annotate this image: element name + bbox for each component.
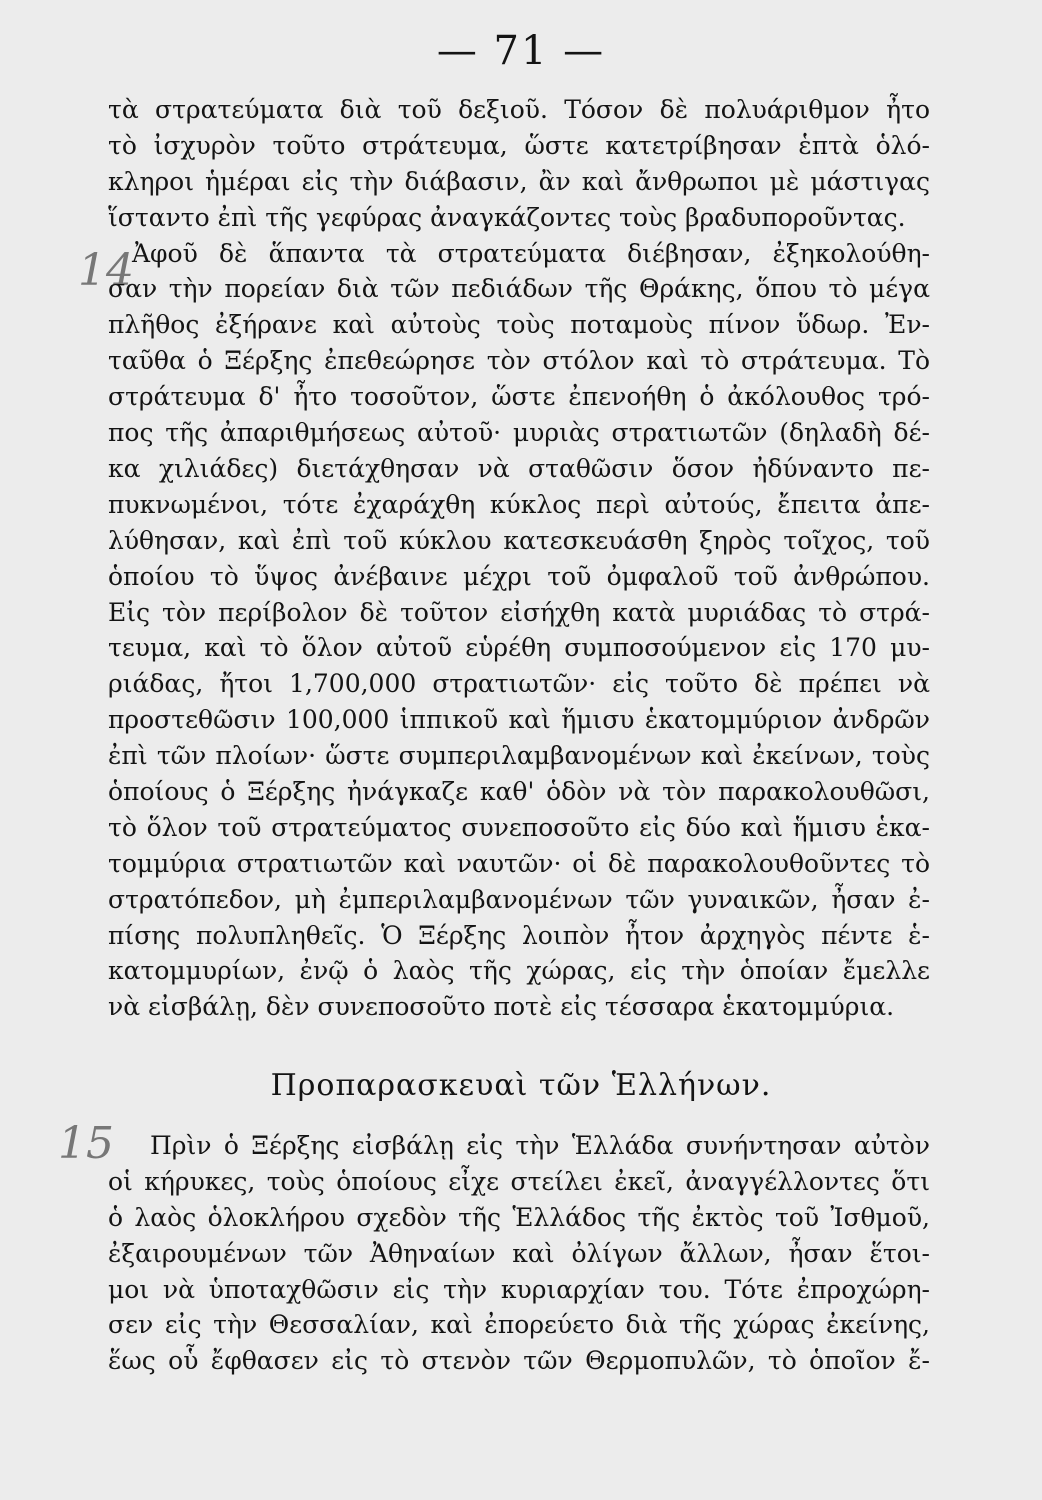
page-number: — 71 — [436,28,606,74]
text-line: κα χιλιάδες) διετάχθησαν νὰ σταθῶσιν ὅσον ἠδύναντο πε- [108,453,930,483]
text-line: ὁ λαὸς ὁλοκλήρου σχεδὸν τῆς Ἑλλάδος τῆς ἐκτὸς τοῦ Ἰσθμοῦ, [108,1202,930,1232]
text-line: τὰ στρατεύματα διὰ τοῦ δεξιοῦ. Τόσον δὲ πολυάριθμον ἦτο [108,95,930,124]
text-line: πίσης πολυπληθεῖς. Ὁ Ξέρξης λοιπὸν ἦτον ἀρχηγὸς πέντε ἑ- [108,920,930,950]
text-line: κληροι ἡμέραι εἰς τὴν διάβασιν, ἂν καὶ ἄνθρωποι μὲ μάστιγας [108,166,930,196]
text-line: Ἀφοῦ δὲ ἅπαντα τὰ στρατεύματα διέβησαν, ἐξηκολούθη- [132,238,930,268]
text-line: πος τῆς ἀπαριθμήσεως αὐτοῦ· μυριὰς στρατιωτῶν (δηλαδὴ δέ- [108,418,930,448]
text-line: ταῦθα ὁ Ξέρξης ἐπεθεώρησε τὸν στόλον καὶ τὸ στράτευμα. Τὸ [108,346,930,376]
text-line: ἕως οὗ ἔφθασεν εἰς τὸ στενὸν τῶν Θερμοπυλῶν, τὸ ὁποῖον ἔ- [108,1346,930,1376]
paragraph-3 [108,1128,930,1379]
text-line: Εἰς τὸν περίβολον δὲ τοῦτον εἰσήχθη κατὰ μυριάδας τὸ στρά- [108,597,930,627]
text-line: τὸ ἰσχυρὸν τοῦτο στράτευμα, ὥστε κατετρίβησαν ἑπτὰ ὁλό- [108,130,930,160]
text-line: πλῆθος ἐξήρανε καὶ αὐτοὺς τοὺς ποταμοὺς πίνον ὕδωρ. Ἐν- [108,310,930,340]
text-line: νὰ εἰσβάλῃ, δὲν συνεποσοῦτο ποτὲ εἰς τέσσαρα ἑκατομμύρια. [108,992,895,1022]
text-line: στράτευμα δ' ἦτο τοσοῦτον, ὥστε ἐπενοήθη ὁ ἀκόλουθος τρό- [108,382,930,412]
text-line: λύθησαν, καὶ ἐπὶ τοῦ κύκλου κατεσκευάσθη ξηρὸς τοῖχος, τοῦ [108,525,930,555]
paragraph-1 [108,92,930,236]
text-line: στρατόπεδον, μὴ ἐμπεριλαμβανομένων τῶν γυναικῶν, ἦσαν ἐ- [108,884,930,914]
text-line: σαν τὴν πορείαν διὰ τῶν πεδιάδων τῆς Θράκης, ὅπου τὸ μέγα [108,274,930,304]
text-line: ἵσταντο ἐπὶ τῆς γεφύρας ἀναγκάζοντες τοὺς βραδυποροῦντας. [108,202,906,232]
text-line: τὸ ὅλον τοῦ στρατεύματος συνεποσοῦτο εἰς δύο καὶ ἥμισυ ἑκα- [108,812,930,842]
text-line: ριάδας, ἤτοι 1,700,000 στρατιωτῶν· εἰς τοῦτο δὲ πρέπει νὰ [108,669,930,699]
section-heading: Προπαρασκευαὶ τῶν Ἑλλήνων. [270,1068,772,1103]
text-line: τευμα, καὶ τὸ ὅλον αὐτοῦ εὑρέθη συμποσούμενον εἰς 170 μυ- [108,633,930,663]
text-line: ὁποίου τὸ ὕψος ἀνέβαινε μέχρι τοῦ ὀμφαλοῦ τοῦ ἀνθρώπου. [108,561,930,591]
text-line: ἐξαιρουμένων τῶν Ἀθηναίων καὶ ὀλίγων ἄλλων, ἦσαν ἕτοι- [108,1238,930,1268]
margin-note-14: 14 [78,245,134,296]
text-line: ἐπὶ τῶν πλοίων· ὥστε συμπεριλαμβανομένων καὶ ἐκείνων, τοὺς [108,741,930,771]
text-line: πυκνωμένοι, τότε ἐχαράχθη κύκλος περὶ αὐτούς, ἔπειτα ἀπε- [108,489,930,519]
text-line: τομμύρια στρατιωτῶν καὶ ναυτῶν· οἱ δὲ παρακολουθοῦντες τὸ [108,848,930,878]
text-line: προστεθῶσιν 100,000 ἱππικοῦ καὶ ἥμισυ ἑκατομμύριον ἀνδρῶν [108,705,930,735]
margin-note-15: 15 [58,1118,114,1169]
paragraph-2 [108,236,930,1026]
text-line: μοι νὰ ὑποταχθῶσιν εἰς τὴν κυριαρχίαν του. Τότε ἐπροχώρη- [108,1274,930,1304]
text-line: κατομμυρίων, ἐνῷ ὁ λαὸς τῆς χώρας, εἰς τὴν ὁποίαν ἔμελλε [108,956,930,986]
text-line: σεν εἰς τὴν Θεσσαλίαν, καὶ ἐπορεύετο διὰ τῆς χώρας ἐκείνης, [108,1310,930,1340]
text-line: οἱ κήρυκες, τοὺς ὁποίους εἶχε στείλει ἐκεῖ, ἀναγγέλλοντες ὅτι [108,1166,930,1196]
text-line: ὁποίους ὁ Ξέρξης ἠνάγκαζε καθ' ὁδὸν νὰ τὸν παρακολουθῶσι, [108,776,930,806]
text-line: Πρὶν ὁ Ξέρξης εἰσβάλῃ εἰς τὴν Ἑλλάδα συνήντησαν αὐτὸν [150,1131,930,1160]
